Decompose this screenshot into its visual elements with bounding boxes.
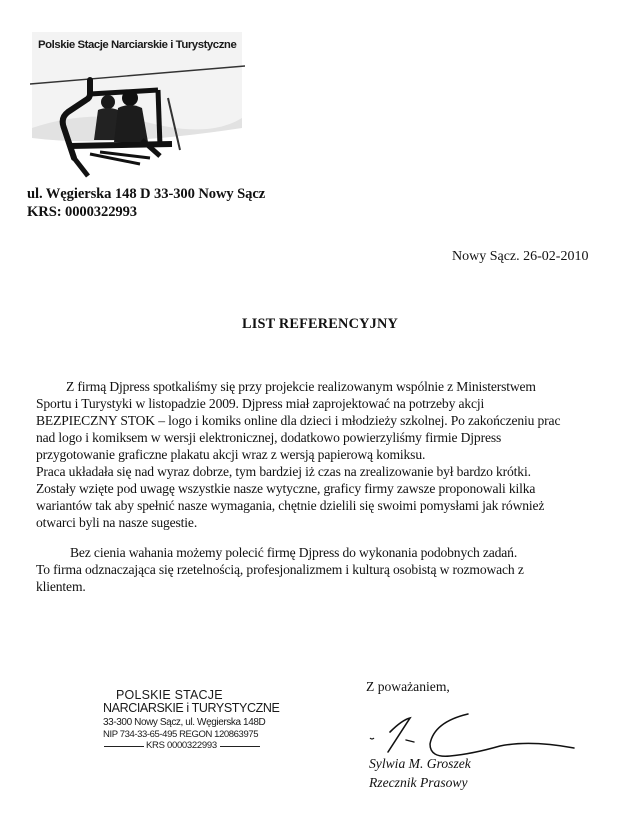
- body-line: nad logo i komiksem w wersji elektronicznej, dodatkowo powierzyliśmy firmie Djpress: [36, 430, 502, 445]
- body-line: Z firmą Djpress spotkaliśmy się przy projekcie realizowanym wspólnie z Ministerstwem: [66, 379, 536, 394]
- stamp-line: POLSKIE STACJE: [116, 688, 223, 702]
- signatory-role: Rzecznik Prasowy: [369, 775, 468, 790]
- logo-title: Polskie Stacje Narciarskie i Turystyczne: [38, 39, 237, 51]
- body-line: Bez cienia wahania możemy polecić firmę Djpress do wykonania podobnych zadań.: [70, 545, 518, 560]
- stamp-line: 33-300 Nowy Sącz, ul. Węgierska 148D: [103, 717, 266, 728]
- company-address: ul. Węgierska 148 D 33-300 Nowy Sącz: [27, 186, 266, 202]
- body-line: klientem.: [36, 579, 86, 594]
- body-line: wariantów tak aby spełnić nasze wymagania, chętnie dzielili się swoimi pomysłami jak również: [36, 498, 545, 513]
- body-line: Zostały wzięte pod uwagę wszystkie nasze wytyczne, graficy firmy zawsze proponowali kilka: [36, 481, 536, 496]
- body-line: otwarci byli na nasze sugestie.: [36, 515, 198, 530]
- stamp-rule: [104, 746, 144, 747]
- stamp-line: NARCIARSKIE i TURYSTYCZNE: [103, 701, 280, 715]
- body-line: Praca układała się nad wyraz dobrze, tym bardziej iż czas na zrealizowanie był bardzo krótki.: [36, 464, 531, 479]
- stamp-line: NIP 734-33-65-495 REGON 120863975: [103, 729, 259, 740]
- letter-title: LIST REFERENCYJNY: [241, 316, 399, 332]
- body-line: Sportu i Turystyki w listopadzie 2009. Djpress miał zaprojektować na potrzeby akcji: [36, 396, 485, 411]
- stamp-rule: [220, 746, 260, 747]
- body-line: BEZPIECZNY STOK – logo i komiks online dla dzieci i młodzieży szkolnej. Po zakończeniu prac: [36, 413, 561, 428]
- company-logo: [30, 28, 245, 178]
- body-line: przygotowanie graficzne plakatu akcji wraz z wersją papierową komiksu.: [36, 447, 426, 462]
- body-line: To firma odznaczająca się rzetelnością, profesjonalizmem i kulturą osobistą w rozmowach z: [36, 562, 524, 577]
- stamp-line: KRS 0000322993: [146, 740, 217, 751]
- company-stamp: [98, 688, 280, 758]
- closing-salutation: Z poważaniem,: [366, 679, 450, 694]
- signatory-name: Sylwia M. Groszek: [369, 756, 471, 771]
- letter-date: Nowy Sącz. 26-02-2010: [452, 249, 589, 264]
- company-krs: KRS: 0000322993: [27, 204, 137, 220]
